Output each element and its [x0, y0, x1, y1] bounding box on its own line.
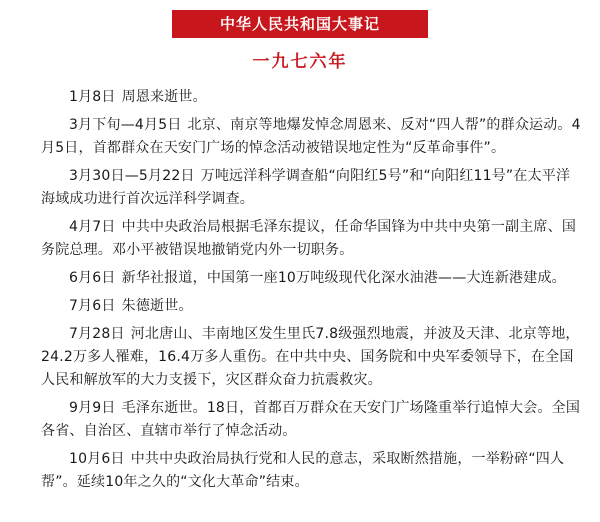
title-banner [172, 10, 428, 38]
event-date: 4月7日 [69, 219, 116, 235]
event-entry [41, 448, 581, 494]
event-text: 周恩来逝世。 [121, 89, 207, 105]
page-title: 中华人民共和国大事记 [219, 15, 380, 33]
event-date: 7月6日 [69, 298, 116, 314]
event-date: 6月6日 [69, 270, 116, 286]
event-date: 1月8日 [69, 89, 116, 105]
event-entry [41, 165, 581, 211]
event-text: 河北唐山、丰南地区发生里氏7.8级强烈地震，并波及天津、北京等地，24.2万多人罹难，16.4万多人重伤。在中共中央、国务院和中央军委领导下，在全国人民和解放军的大力支援下，灾区群众奋力抗震救灾。 [41, 326, 580, 388]
event-date: 7月28日 [69, 326, 125, 342]
event-entry [41, 295, 581, 318]
event-text: 朱德逝世。 [121, 298, 193, 314]
event-date: 9月9日 [69, 400, 116, 416]
event-entry [41, 216, 581, 262]
year-heading: 一九七六年 [252, 52, 348, 72]
event-entry [41, 323, 581, 392]
event-entry [41, 114, 581, 160]
event-text: 万吨远洋科学调查船“向阳红5号”和“向阳红11号”在太平洋海域成功进行首次远洋科学调查。 [41, 168, 571, 207]
event-text: 中共中央政治局根据毛泽东提议，任命华国锋为中共中央第一副主席、国务院总理。邓小平被错误地撤销党内外一切职务。 [41, 219, 577, 258]
event-entry [41, 397, 581, 443]
event-text: 北京、南京等地爆发悼念周恩来、反对“四人帮”的群众运动。4月5日，首都群众在天安门广场的悼念活动被错误地定性为“反革命事件”。 [41, 117, 581, 156]
event-date: 3月下旬—4月5日 [69, 117, 182, 133]
event-text: 新华社报道，中国第一座10万吨级现代化深水油港——大连新港建成。 [121, 270, 566, 286]
event-date: 3月30日—5月22日 [69, 168, 195, 184]
event-entry [41, 267, 581, 290]
event-date: 10月6日 [69, 451, 125, 467]
event-entry [41, 86, 581, 109]
event-text: 毛泽东逝世。18日，首都百万群众在天安门广场隆重举行追悼大会。全国各省、自治区、直辖市举行了悼念活动。 [41, 400, 581, 439]
event-text: 中共中央政治局执行党和人民的意志，采取断然措施，一举粉碎“四人帮”。延续10年之久的“文化大革命”结束。 [41, 451, 565, 490]
event-list [41, 86, 581, 499]
